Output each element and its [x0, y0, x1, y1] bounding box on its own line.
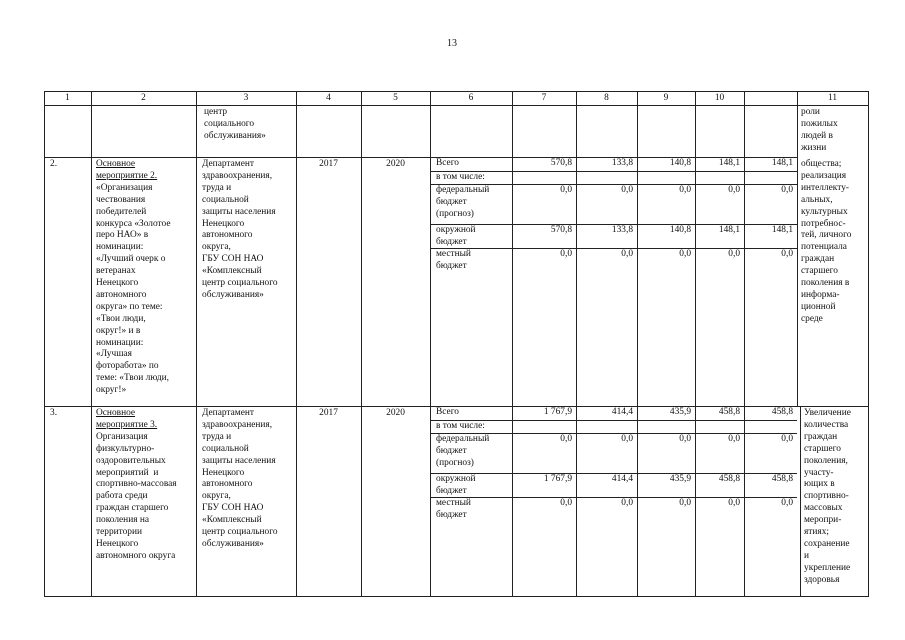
row-number: 2. [50, 159, 58, 169]
column-header-8: 8 [604, 93, 609, 103]
funding-value: 0,0 [781, 498, 793, 508]
funding-value: 570,8 [550, 225, 572, 235]
column-header-6: 6 [468, 93, 474, 103]
column-line [576, 91, 577, 597]
funding-value: 414,4 [611, 474, 633, 484]
funding-source: федеральный бюджет (прогноз) [436, 434, 490, 468]
funding-source: в том числе: [436, 421, 485, 431]
funding-value: 435,9 [669, 474, 691, 484]
funding-value: 1 767,9 [543, 407, 572, 417]
funding-value: 0,0 [621, 498, 633, 508]
funding-source: местный бюджет [436, 498, 471, 520]
column-header-3: 3 [243, 93, 249, 103]
funding-source: Всего [436, 158, 459, 168]
start-year: 2017 [319, 159, 338, 169]
funding-value: 0,0 [728, 498, 740, 508]
expected-result: общества; реализация интеллекту- альных, культурных потребнос- тей, личного потенциала граждан старшего поколения в информа- ционной среде [801, 159, 852, 324]
funding-source: окружной бюджет [436, 474, 476, 496]
column-header-4: 4 [326, 93, 331, 103]
funding-value: 570,8 [550, 158, 572, 168]
funding-value: 0,0 [560, 498, 572, 508]
funding-value: 0,0 [679, 498, 691, 508]
funding-value: 0,0 [679, 249, 691, 259]
funding-value: 0,0 [560, 185, 572, 195]
funding-value: 435,9 [669, 407, 691, 417]
column-line [44, 91, 45, 597]
column-line [430, 91, 431, 597]
activity-title: Основное мероприятие 2. [96, 159, 158, 181]
header-row-bottom [44, 105, 869, 106]
executor: Департамент здравоохранения, труда и социальной защиты населения Ненецкого автономного округа, ГБУ СОН НАО «Комплексный центр социального обслуживания» [202, 408, 278, 549]
activity-description: «Организация чествования победителей конкурса «Золотое перо НАО» в номинации: «Лучший очерк о ветеранах Ненецкого автономного округа» по теме: «Твои люди, округ!» и в номинации: «Лучшая фоторабота» по теме: «Твои люди, округ!» [96, 182, 171, 396]
funding-source: федеральный бюджет (прогноз) [436, 185, 490, 219]
funding-value: 0,0 [728, 434, 740, 444]
funding-value: 0,0 [728, 185, 740, 195]
funding-value: 140,8 [669, 158, 691, 168]
funding-value: 458,8 [718, 407, 740, 417]
row-number: 3. [50, 408, 58, 418]
start-year: 2017 [319, 408, 338, 418]
executor: Департамент здравоохранения, труда и социальной защиты населения Ненецкого автономного округа, ГБУ СОН НАО «Комплексный центр социального обслуживания» [202, 159, 278, 300]
column-line [196, 91, 197, 597]
funding-value: 0,0 [781, 249, 793, 259]
column-line [744, 91, 745, 597]
funding-value: 133,8 [611, 225, 633, 235]
activity-description: Организация физкультурно- оздоровительных мероприятий и спортивно-массовая работа среди граждан старшего поколения на территории Ненецкого автономного округа [96, 431, 177, 561]
column-header-1: 1 [65, 93, 70, 103]
column-line [637, 91, 638, 597]
funding-value: 0,0 [621, 185, 633, 195]
continued-executor: центр социального обслуживания» [204, 107, 266, 141]
funding-value: 148,1 [718, 158, 740, 168]
funding-value: 414,4 [611, 407, 633, 417]
funding-value: 148,1 [718, 225, 740, 235]
funding-value: 1 767,9 [543, 474, 572, 484]
funding-value: 148,1 [771, 225, 793, 235]
funding-value: 458,8 [771, 474, 793, 484]
continued-result: роли пожилых людей в жизни [801, 107, 838, 153]
funding-source: окружной бюджет [436, 225, 476, 247]
column-header-5: 5 [393, 93, 398, 103]
funding-source: в том числе: [436, 172, 485, 182]
end-year: 2020 [386, 408, 405, 418]
funding-value: 0,0 [560, 249, 572, 259]
funding-source: местный бюджет [436, 249, 471, 271]
funding-value: 458,8 [771, 407, 793, 417]
funding-value: 133,8 [611, 158, 633, 168]
funding-value: 0,0 [781, 185, 793, 195]
column-line [512, 91, 513, 597]
end-year: 2020 [386, 159, 405, 169]
column-line [91, 91, 92, 597]
activity-title: Основное мероприятие 3. [96, 408, 158, 430]
table-border-top [44, 91, 869, 92]
funding-value: 0,0 [728, 249, 740, 259]
funding-value: 140,8 [669, 225, 691, 235]
column-line [800, 406, 801, 597]
funding-value: 0,0 [560, 434, 572, 444]
table-border-bottom [44, 596, 869, 597]
funding-value: 148,1 [771, 158, 793, 168]
funding-value: 0,0 [621, 434, 633, 444]
funding-source: Всего [436, 407, 459, 417]
column-line [695, 91, 696, 597]
funding-value: 0,0 [679, 185, 691, 195]
column-line [797, 91, 798, 407]
funding-value: 0,0 [781, 434, 793, 444]
expected-result: Увеличение количества граждан старшего поколения, участу- ющих в спортивно- массовых меропри- ятиях; сохранение и укрепление здоровья [804, 408, 851, 585]
column-header-10: 10 [714, 93, 725, 103]
funding-value: 458,8 [718, 474, 740, 484]
column-header-2: 2 [141, 93, 146, 103]
funding-value: 0,0 [679, 434, 691, 444]
column-header-7: 7 [541, 93, 547, 103]
column-header-11: 11 [827, 93, 838, 103]
page-number: 13 [447, 38, 457, 49]
column-header-9: 9 [663, 93, 669, 103]
funding-value: 0,0 [621, 249, 633, 259]
